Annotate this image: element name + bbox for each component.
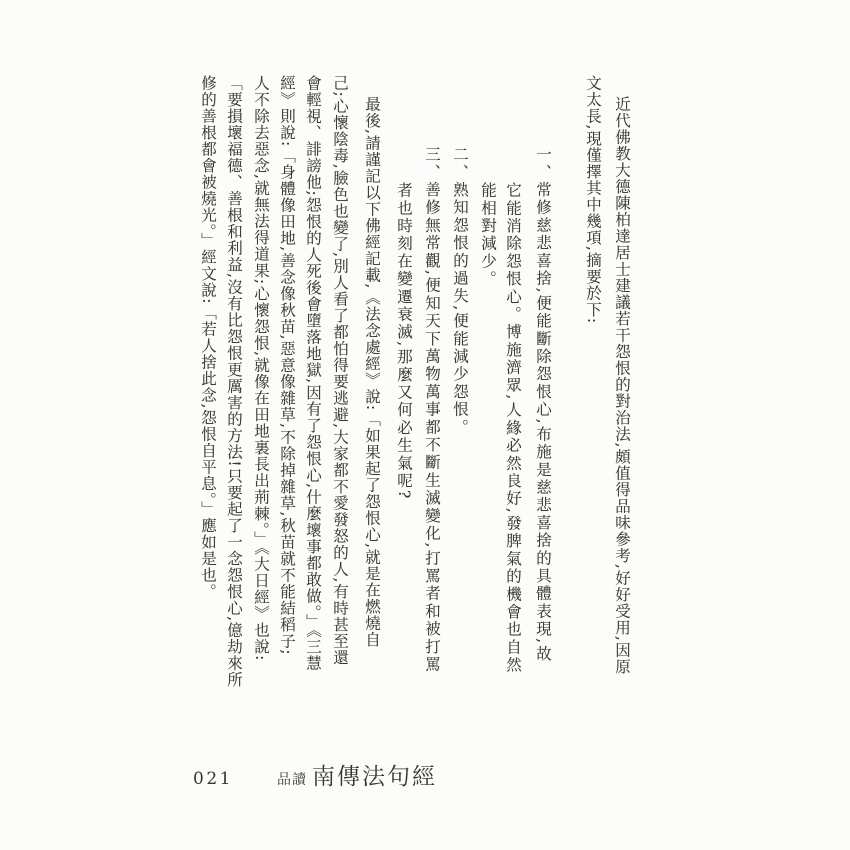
text-column-12: 經》則說:「身體像田地,善念像秋苗,惡意像雜草,不除掉雜草,秋苗就不能結稻子; — [278, 75, 296, 656]
book-title: 南傳法句經 — [311, 764, 437, 790]
series-label: 品讀 — [276, 772, 307, 788]
text-column-3: 一、常修慈悲喜捨,便能斷除怨恨心,布施是慈悲喜捨的具體表現,故 — [534, 146, 552, 663]
page-number: 021 — [193, 769, 233, 789]
text-column-15: 修的善根都會被燒光。」經文說:「若人捨此念,怨恨自平息。」應如是也。 — [199, 75, 217, 600]
text-column-9: 最後,請謹記以下佛經記載,《法念處經》說:「如果起了怨恨心,就是在燃燒自 — [363, 96, 381, 649]
text-column-10: 己;心懷陰毒,臉色也變了,別人看了都怕得要逃避,大家都不愛發怒的人,有時甚至還 — [331, 75, 349, 666]
text-column-8: 者也時刻在變遷衰滅,那麼又何必生氣呢? — [395, 182, 413, 501]
text-column-7: 三、善修無常觀,便知天下萬物萬事都不斷生滅變化,打罵者和被打罵 — [423, 146, 441, 674]
text-column-13: 人不除去惡念,就無法得道果;心懷怨恨,就像在田地裏長出荊棘。」《大日經》也說: — [252, 75, 270, 662]
text-column-4: 它能消除怨恨心。博施濟眾,人緣必然良好,發脾氣的機會也自然 — [504, 182, 522, 675]
text-column-6: 二、熟知怨恨的過失,便能減少怨恨。 — [451, 146, 469, 437]
text-column-5: 能相對減少。 — [479, 182, 497, 289]
text-column-11: 會輕視、誹謗他;怨恨的人死後會墮落地獄,因有了怨恨心,什麼壞事都敢做。」《三慧 — [304, 75, 322, 672]
text-column-1: 近代佛教大德陳柏達居士建議若干怨恨的對治法,頗值得品味參考,好好受用,因原 — [613, 96, 631, 675]
text-column-14: 「要損壞福德、善根和利益,沒有比怨恨更厲害的方法!只要起了一念怨恨心,億劫來所 — [225, 75, 243, 689]
text-column-2: 文太長,現僅擇其中幾項,摘要於下: — [584, 75, 602, 325]
page-footer — [193, 758, 437, 791]
